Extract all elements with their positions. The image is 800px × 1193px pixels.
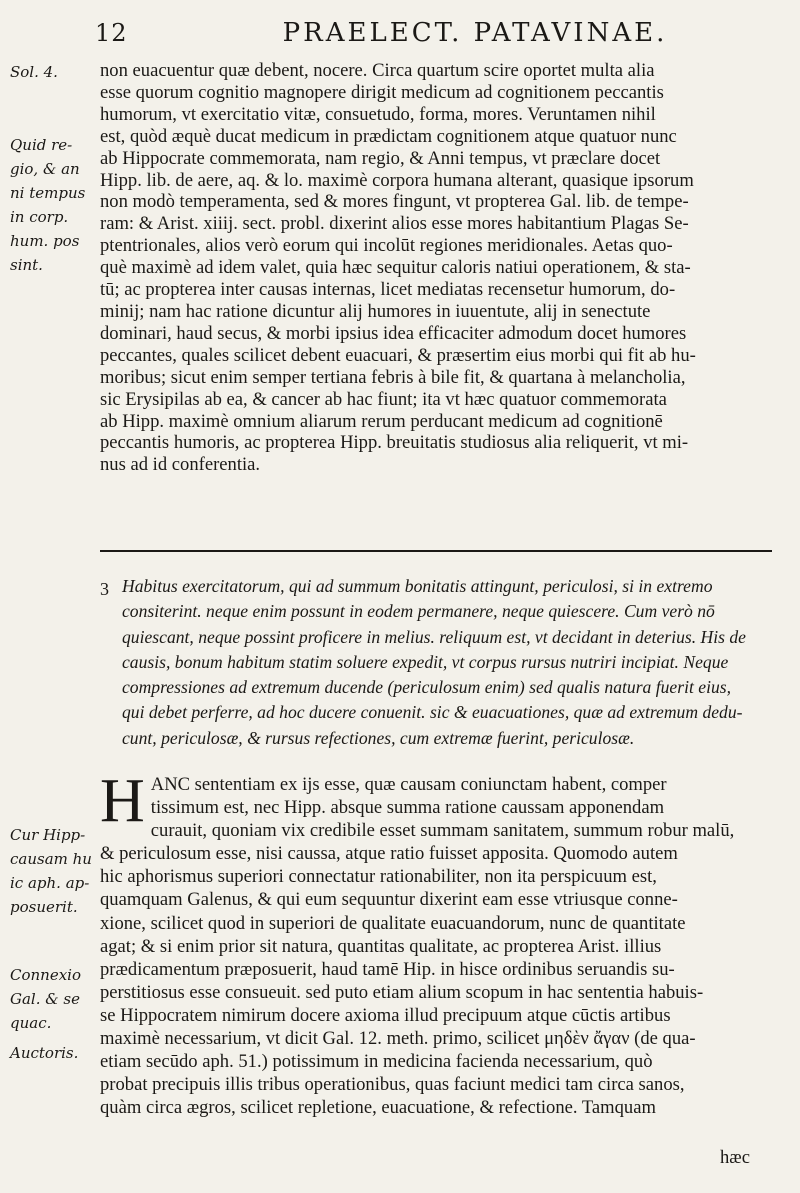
margin-note-line: in corp. [10,208,69,226]
text-line: què maximè ad idem valet, quia hæc sequitur caloris natiui operationem, & sta- [100,257,691,279]
page-number: 12 [95,19,128,47]
margin-note-auctoris: Auctoris. [10,1044,79,1062]
text-line: ab Hippocrate commemorata, nam regio, & Anni tempus, vt præclare docet [100,147,661,169]
text-line: non euacuentur quæ debent, nocere. Circa quartum scire oportet multa alia [100,60,655,81]
margin-note-line: sint. [10,256,43,274]
margin-note-cur-hipp [10,823,98,919]
text-line: sic Erysipilas ab ea, & cancer ab hac fiunt; ita vt hæc quatuor commemorata [100,388,667,410]
text-line: quàm circa ægros, scilicet repletione, euacuatione, & refectione. Tamquam [100,1097,656,1119]
page-header [95,18,775,54]
text-line: tū; ac propterea inter causas internas, licet mediatas recensetur humorum, do- [100,279,676,301]
text-line: agat; & si enim prior sit natura, quantitas qualitate, ac propterea Arist. illius [100,935,662,957]
text-line: ptentrionales, alios verò eorum qui incolūt regiones meridionales. Aetas quo- [100,235,673,257]
margin-note-connexio [10,963,98,1035]
margin-note-line: Quid re- [10,136,73,154]
section-divider [100,550,772,552]
margin-note-line: ic aph. ap- [10,874,90,892]
text-line: nus ad id conferentia. [100,454,261,476]
body-paragraph [100,60,772,476]
text-line: prædicamentum præposuerit, haud tamē Hip. in hisce ordinibus seruandis su- [100,958,675,980]
margin-note-line: Connexio [10,966,81,984]
aphorism-number: 3 [100,579,109,599]
aphorism-line: cunt, periculosæ, & rursus refectiones, cum extremæ fuerint, periculosæ. [122,727,635,748]
text-line: perstitiosus esse consueuit. sed puto etiam alium scopum in hac sententia habuis- [100,981,704,1003]
text-line: peccantis humoris, ac propterea Hipp. breuitatis studiosus alia reliquerit, vt mi- [100,432,689,454]
margin-note-quid-regio [10,133,98,277]
text-line: quamquam Galenus, & qui eum sequuntur dixerint eam esse vtriusque conne- [100,889,678,911]
text-line: probat precipuis illis tribus operationibus, quas faciunt medici tam circa sanos, [100,1074,685,1096]
text-line: peccantes, quales scilicet debent euacuari, & præsertim eius morbi qui fit ab hu- [100,344,696,366]
margin-note-line: ni tempus [10,184,86,202]
text-line: moribus; sicut enim semper tertiana febris à bile fit, & quartana à melancholia, [100,366,686,388]
text-line: hic aphorismus superiori connectatur rationabiliter, non ita perspicuum est, [100,866,657,888]
text-line: ab Hipp. maximè omnium aliarum rerum perducant medicum ad cognitionē [100,410,663,432]
aphorism-line: quiescant, neque possint proficere in melius. reliquum est, vt decidant in deterius. His de [122,626,746,647]
aphorism-line: consiterint. neque enim possunt in eodem permanere, neque quiescere. Cum verò nō [122,601,715,622]
text-line: Hipp. lib. de aere, aq. & lo. maximè corpora humana alterant, quasique ipsorum [100,169,694,191]
text-line: dominari, haud secus, & morbi ipsius idea efficaciter admodum docet humores [100,322,687,344]
text-line: minij; nam hac ratione dicuntur alij humores in iuuentute, alij in senectute [100,300,651,322]
margin-note-line: Gal. & se [10,990,80,1008]
margin-note-sol: Sol. 4. [10,63,58,81]
commentary-paragraph [100,767,772,1119]
text-line: se Hippocratem nimirum docere axioma illud precipuum atque cūctis artibus [100,1004,671,1026]
text-line: xione, scilicet quod in superiori de qualitate euacuandorum, nunc de quantitate [100,912,686,934]
margin-note-line: Cur Hipp- [10,826,86,844]
margin-note-line: posuerit. [10,898,78,916]
margin-note-line: hum. pos [10,232,80,250]
aphorism-line: causis, bonum habitum statim soluere expedit, vt corpus rursus nutriri incipiat. Neque [122,651,729,672]
text-line: ram: & Arist. xiiij. sect. probl. dixerint alios esse mores habitantium Plagas Se- [100,213,689,235]
text-line: humorum, vt exercitatio vitæ, consuetudo, forma, mores. Veruntamen nihil [100,103,656,125]
text-line: ANC sententiam ex ijs esse, quæ causam coniunctam habent, comper [150,774,667,795]
aphorism-line: Habitus exercitatorum, qui ad summum bonitatis attingunt, periculosi, si in extremo [122,576,713,596]
text-line: non modò temperamenta, sed & mores fingunt, vt propterea Gal. lib. de tempe- [100,191,689,213]
text-line: esse quorum cognitio magnopere dirigit medicum ad cognitionem peccantis [100,81,664,103]
aphorism-line: qui debet perferre, ad hoc ducere conuenit. sic & euacuationes, quæ ad extremum dedu- [122,702,743,723]
text-line: tissimum est, nec Hipp. absque summa ratione caussam apponendam [150,797,665,819]
text-line: curauit, quoniam vix credibile esset summam sanitatem, summum robur malū, [150,820,735,842]
text-line: est, quòd æquè ducat medicum in prædictam cognitionem atque quatuor nunc [100,125,677,147]
margin-note-line: quac. [10,1014,52,1032]
text-line: & periculosum esse, nisi caussa, atque ratio fuisset apposita. Quomodo autem [100,843,678,865]
catchword: hæc [720,1147,750,1168]
drop-cap: H [100,767,145,835]
margin-note-line: causam hu [10,850,92,868]
text-line: maximè necessarium, vt dicit Gal. 12. meth. primo, scilicet μηδὲν ἄγαν (de qua- [100,1028,696,1050]
margin-note-line: gio, & an [10,160,80,178]
aphorism-text [122,574,772,751]
text-line: etiam secūdo aph. 51.) potissimum in medicina facienda necessarium, quò [100,1051,653,1073]
running-head: PRAELECT. PATAVINAE. [282,18,668,48]
aphorism-line: compressiones ad extremum ducende (periculosum enim) sed qualis natura fuerit eius, [122,677,731,698]
